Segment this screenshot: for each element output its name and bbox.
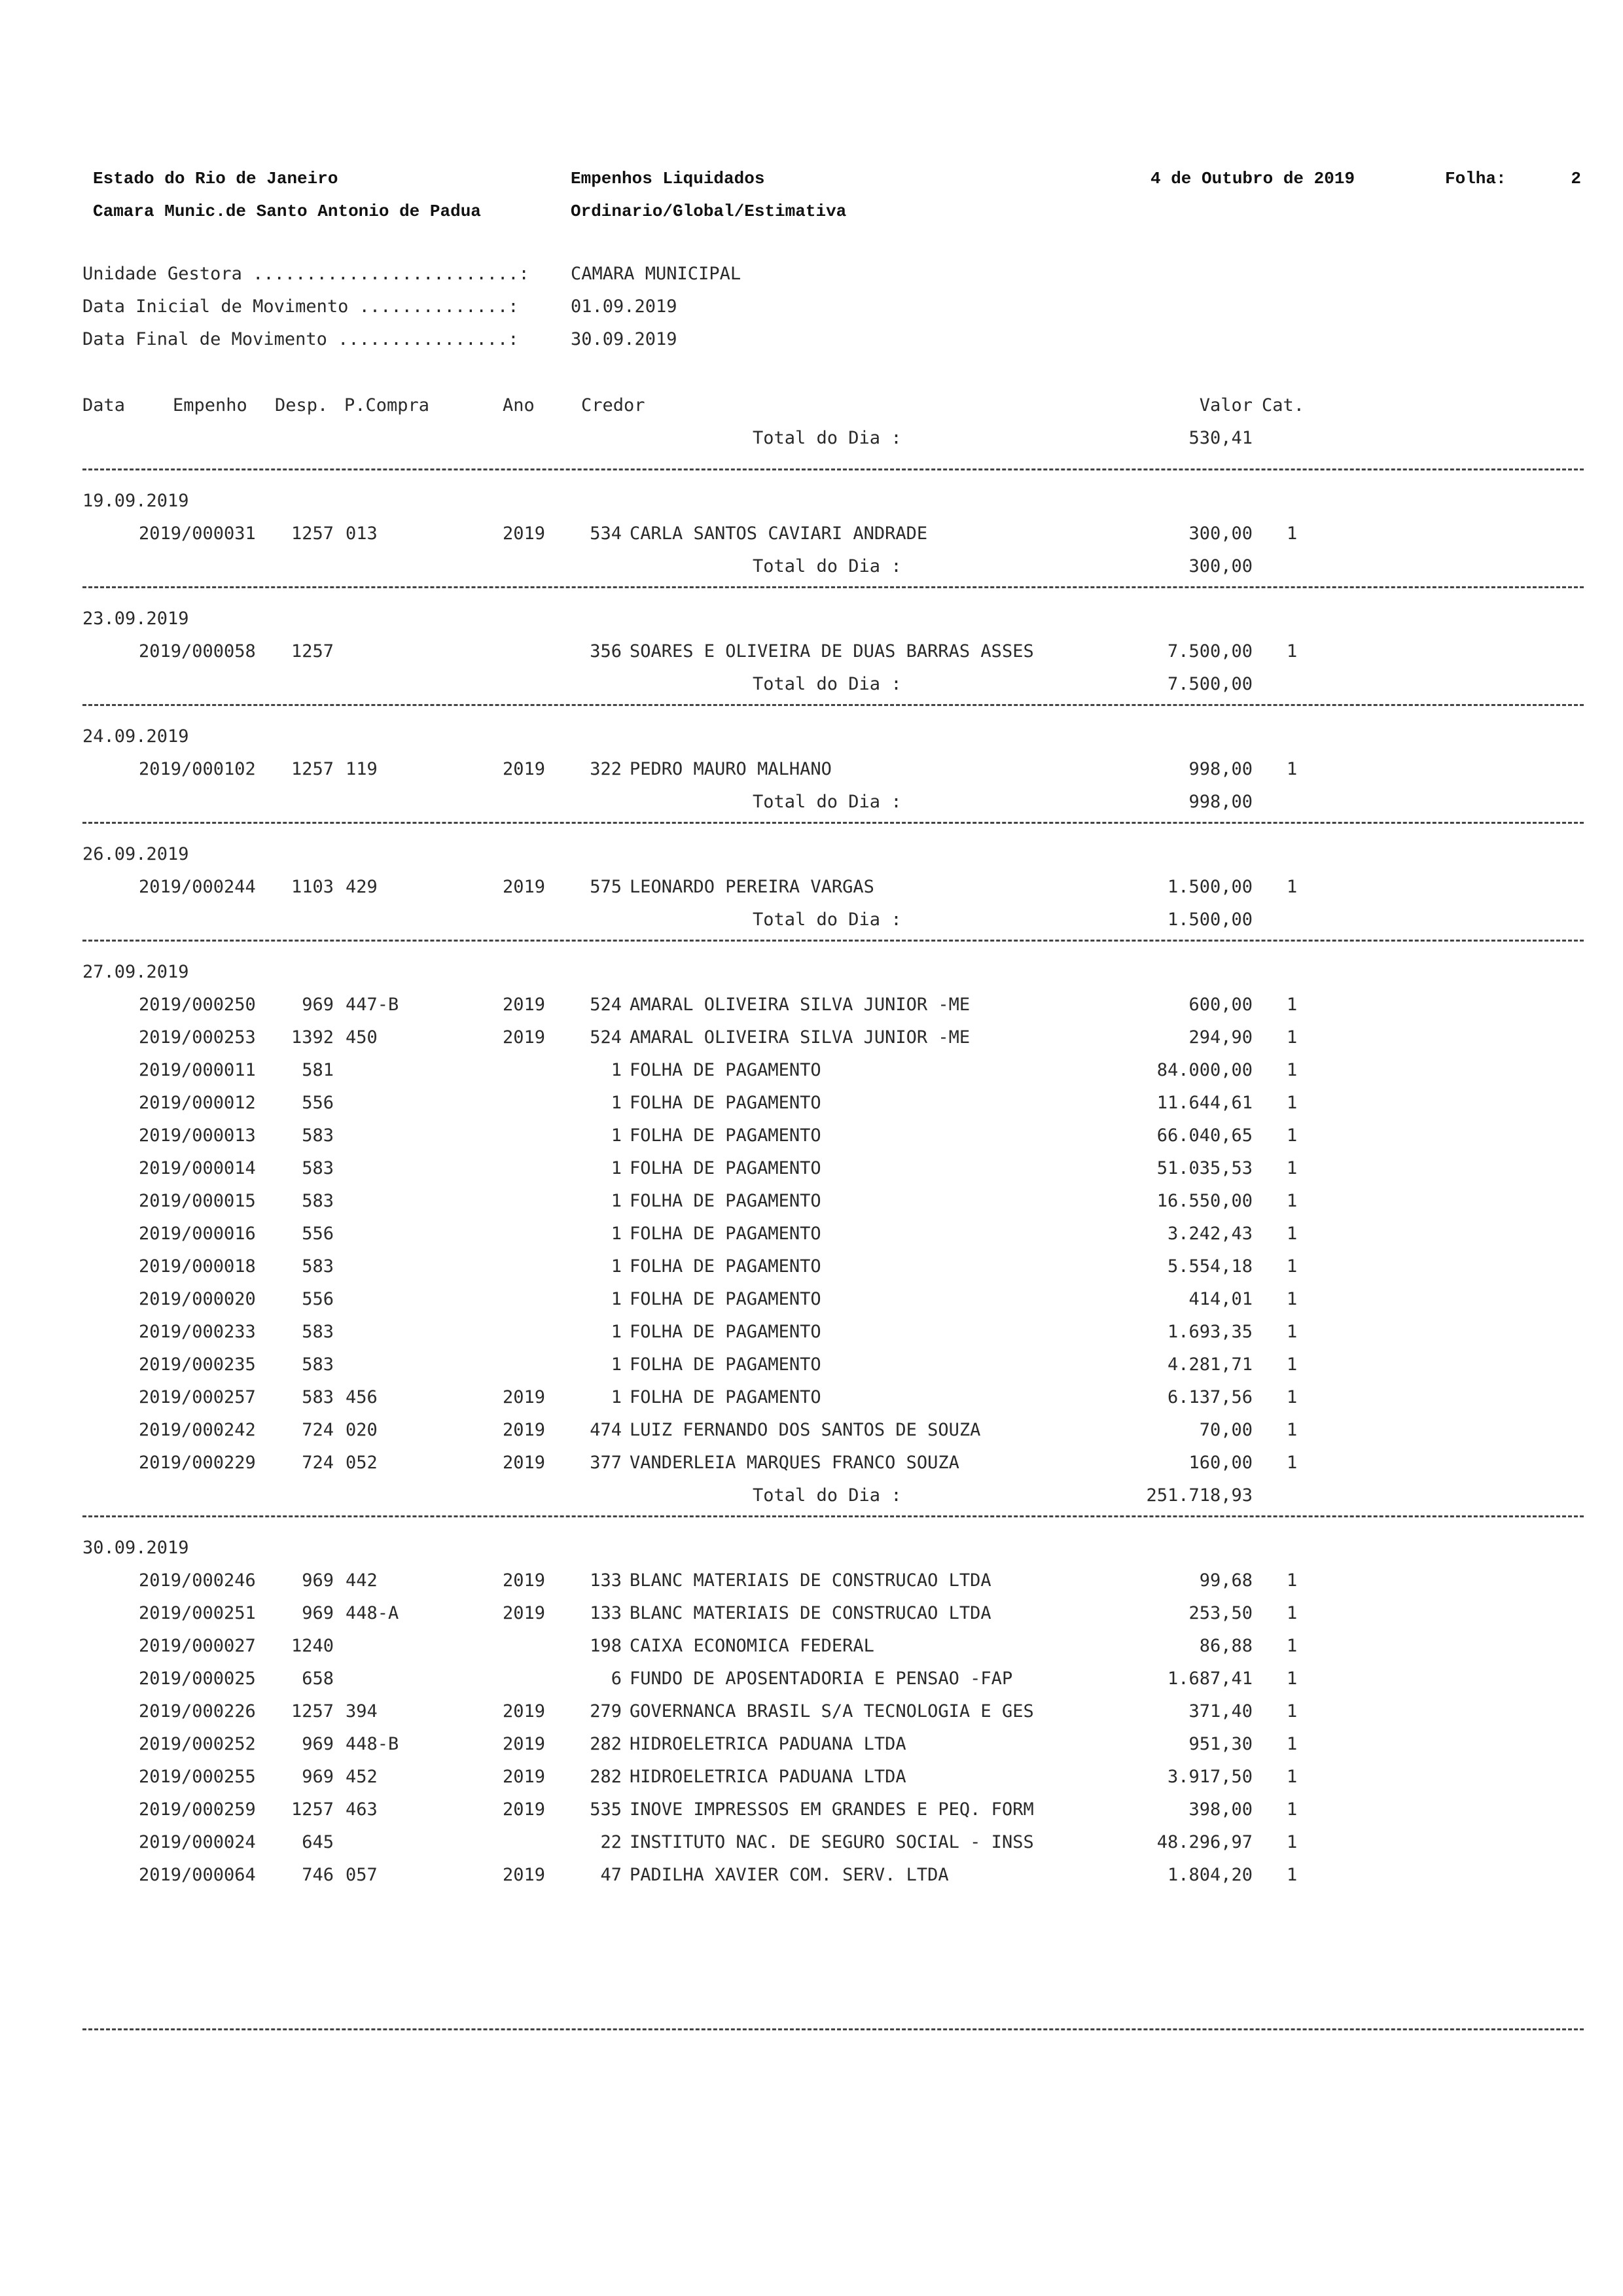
cat-value: 1 [1287,1354,1298,1375]
empenho-number: 2019/000058 [139,641,256,662]
table-row [0,1027,1623,1060]
desp-code: 1257 [291,523,334,544]
table-row [0,523,1623,556]
valor-amount: 66.040,65 [1156,1125,1253,1146]
param-label: Unidade Gestora .........................: [82,264,529,284]
credor-code: 377 [590,1453,622,1473]
day-date: 24.09.2019 [82,726,189,747]
desp-code: 1240 [291,1636,334,1656]
cat-value: 1 [1287,1799,1298,1820]
empenho-number: 2019/000024 [139,1832,256,1852]
table-row [0,1158,1623,1191]
desp-code: 583 [302,1322,334,1342]
credor-code: 1 [611,1060,622,1080]
carry-total-label: Total do Dia : [753,428,902,448]
ano-value: 2019 [503,995,546,1015]
pcompra-code: 456 [346,1387,378,1407]
ano-value: 2019 [503,1570,546,1591]
credor-code: 47 [600,1865,622,1885]
pcompra-code: 448-B [346,1734,399,1754]
desp-code: 969 [302,1570,334,1591]
credor-name: GOVERNANCA BRASIL S/A TECNOLOGIA E GES [630,1701,1034,1722]
ano-value: 2019 [503,1701,546,1722]
cat-value: 1 [1287,759,1298,779]
table-row [0,1636,1623,1669]
cat-value: 1 [1287,1158,1298,1178]
credor-code: 356 [590,641,622,662]
credor-name: AMARAL OLIVEIRA SILVA JUNIOR -ME [630,995,971,1015]
empenho-number: 2019/000233 [139,1322,256,1342]
ano-value: 2019 [503,1865,546,1885]
col-header-cat: Cat. [1262,395,1305,415]
valor-amount: 70,00 [1199,1420,1253,1440]
cat-value: 1 [1287,1224,1298,1244]
valor-amount: 300,00 [1188,523,1253,544]
empenho-number: 2019/000253 [139,1027,256,1048]
table-row [0,1125,1623,1158]
ano-value: 2019 [503,1027,546,1048]
credor-name: SOARES E OLIVEIRA DE DUAS BARRAS ASSES [630,641,1034,662]
pcompra-code: 119 [346,759,378,779]
desp-code: 583 [302,1191,334,1211]
day-total-label: Total do Dia : [753,910,902,930]
table-row [0,1387,1623,1420]
desp-code: 583 [302,1387,334,1407]
table-row [0,1093,1623,1125]
desp-code: 969 [302,1767,334,1787]
cat-value: 1 [1287,1453,1298,1473]
cat-value: 1 [1287,1289,1298,1309]
col-header-ano: Ano [503,395,535,415]
cat-value: 1 [1287,995,1298,1015]
table-row [0,1603,1623,1636]
table-row [0,995,1623,1027]
table-row [0,641,1623,674]
table-row [0,877,1623,910]
valor-amount: 600,00 [1188,995,1253,1015]
valor-amount: 371,40 [1188,1701,1253,1722]
day-total-label: Total do Dia : [753,674,902,694]
empenho-number: 2019/000031 [139,523,256,544]
credor-name: CARLA SANTOS CAVIARI ANDRADE [630,523,928,544]
pcompra-code: 450 [346,1027,378,1048]
state-name: Estado do Rio de Janeiro [93,169,338,188]
credor-name: PADILHA XAVIER COM. SERV. LTDA [630,1865,949,1885]
cat-value: 1 [1287,1767,1298,1787]
separator-line [82,586,1584,588]
credor-name: FOLHA DE PAGAMENTO [630,1191,821,1211]
pcompra-code: 013 [346,523,378,544]
page-label: Folha: [1445,169,1507,188]
desp-code: 746 [302,1865,334,1885]
pcompra-code: 463 [346,1799,378,1820]
desp-code: 1257 [291,1701,334,1722]
credor-name: CAIXA ECONOMICA FEDERAL [630,1636,874,1656]
table-row [0,1865,1623,1898]
desp-code: 969 [302,1603,334,1623]
valor-amount: 4.281,71 [1167,1354,1253,1375]
empenho-number: 2019/000250 [139,995,256,1015]
empenho-number: 2019/000252 [139,1734,256,1754]
ano-value: 2019 [503,1387,546,1407]
credor-code: 1 [611,1256,622,1277]
valor-amount: 160,00 [1188,1453,1253,1473]
desp-code: 556 [302,1289,334,1309]
cat-value: 1 [1287,523,1298,544]
cat-value: 1 [1287,1636,1298,1656]
desp-code: 969 [302,995,334,1015]
col-header-pcompra: P.Compra [344,395,430,415]
valor-amount: 398,00 [1188,1799,1253,1820]
day-date: 27.09.2019 [82,962,189,982]
ano-value: 2019 [503,1603,546,1623]
credor-code: 1 [611,1125,622,1146]
day-total-label: Total do Dia : [753,1485,902,1506]
empenho-number: 2019/000014 [139,1158,256,1178]
credor-code: 282 [590,1767,622,1787]
valor-amount: 7.500,00 [1167,641,1253,662]
param-value: 01.09.2019 [571,296,677,317]
table-row [0,1256,1623,1289]
ano-value: 2019 [503,523,546,544]
param-value: CAMARA MUNICIPAL [571,264,741,284]
credor-code: 279 [590,1701,622,1722]
empenho-number: 2019/000064 [139,1865,256,1885]
empenho-number: 2019/000235 [139,1354,256,1375]
pcompra-code: 447-B [346,995,399,1015]
cat-value: 1 [1287,1865,1298,1885]
empenho-number: 2019/000016 [139,1224,256,1244]
desp-code: 1257 [291,759,334,779]
desp-code: 969 [302,1734,334,1754]
cat-value: 1 [1287,1060,1298,1080]
desp-code: 556 [302,1093,334,1113]
cat-value: 1 [1287,1256,1298,1277]
empenho-number: 2019/000020 [139,1289,256,1309]
credor-name: LEONARDO PEREIRA VARGAS [630,877,874,897]
report-subtitle: Ordinario/Global/Estimativa [571,202,847,221]
report-title: Empenhos Liquidados [571,169,765,188]
desp-code: 724 [302,1453,334,1473]
credor-name: FOLHA DE PAGAMENTO [630,1224,821,1244]
separator-line [82,940,1584,942]
credor-code: 474 [590,1420,622,1440]
day-total-value: 7.500,00 [1167,674,1253,694]
cat-value: 1 [1287,1669,1298,1689]
valor-amount: 294,90 [1188,1027,1253,1048]
credor-code: 1 [611,1191,622,1211]
desp-code: 724 [302,1420,334,1440]
cat-value: 1 [1287,1191,1298,1211]
credor-name: FUNDO DE APOSENTADORIA E PENSAO -FAP [630,1669,1013,1689]
day-total-label: Total do Dia : [753,792,902,812]
desp-code: 1257 [291,641,334,662]
ano-value: 2019 [503,1734,546,1754]
table-row [0,1354,1623,1387]
credor-name: FOLHA DE PAGAMENTO [630,1093,821,1113]
valor-amount: 414,01 [1188,1289,1253,1309]
table-row [0,759,1623,792]
valor-amount: 1.687,41 [1167,1669,1253,1689]
credor-name: INOVE IMPRESSOS EM GRANDES E PEQ. FORM [630,1799,1034,1820]
separator-line [82,822,1584,824]
credor-name: FOLHA DE PAGAMENTO [630,1125,821,1146]
table-row [0,1191,1623,1224]
credor-code: 524 [590,1027,622,1048]
col-header-data: Data [82,395,126,415]
pcompra-code: 020 [346,1420,378,1440]
desp-code: 581 [302,1060,334,1080]
valor-amount: 1.500,00 [1167,877,1253,897]
param-label: Data Final de Movimento ................: [82,329,519,349]
credor-code: 133 [590,1603,622,1623]
credor-code: 1 [611,1158,622,1178]
credor-code: 198 [590,1636,622,1656]
empenho-number: 2019/000226 [139,1701,256,1722]
cat-value: 1 [1287,641,1298,662]
col-header-credor: Credor [581,395,645,415]
credor-name: FOLHA DE PAGAMENTO [630,1060,821,1080]
empenho-number: 2019/000229 [139,1453,256,1473]
pcompra-code: 448-A [346,1603,399,1623]
desp-code: 556 [302,1224,334,1244]
valor-amount: 998,00 [1188,759,1253,779]
ano-value: 2019 [503,759,546,779]
ano-value: 2019 [503,1453,546,1473]
credor-name: INSTITUTO NAC. DE SEGURO SOCIAL - INSS [630,1832,1034,1852]
empenho-number: 2019/000259 [139,1799,256,1820]
credor-code: 6 [611,1669,622,1689]
table-row [0,1799,1623,1832]
desp-code: 583 [302,1354,334,1375]
day-date: 19.09.2019 [82,491,189,511]
valor-amount: 48.296,97 [1156,1832,1253,1852]
valor-amount: 6.137,56 [1167,1387,1253,1407]
credor-name: VANDERLEIA MARQUES FRANCO SOUZA [630,1453,959,1473]
ano-value: 2019 [503,1767,546,1787]
empenho-number: 2019/000018 [139,1256,256,1277]
valor-amount: 5.554,18 [1167,1256,1253,1277]
empenho-number: 2019/000246 [139,1570,256,1591]
table-row [0,1224,1623,1256]
day-total-value: 1.500,00 [1167,910,1253,930]
param-value: 30.09.2019 [571,329,677,349]
col-header-valor: Valor [1199,395,1253,415]
day-total-value: 251.718,93 [1146,1485,1253,1506]
cat-value: 1 [1287,1093,1298,1113]
desp-code: 583 [302,1158,334,1178]
table-row [0,1289,1623,1322]
desp-code: 658 [302,1669,334,1689]
desp-code: 1392 [291,1027,334,1048]
table-row [0,1701,1623,1734]
ano-value: 2019 [503,1420,546,1440]
col-header-empenho: Empenho [173,395,247,415]
credor-name: LUIZ FERNANDO DOS SANTOS DE SOUZA [630,1420,981,1440]
credor-code: 133 [590,1570,622,1591]
pcompra-code: 394 [346,1701,378,1722]
valor-amount: 11.644,61 [1156,1093,1253,1113]
table-row [0,1060,1623,1093]
valor-amount: 3.917,50 [1167,1767,1253,1787]
empenho-number: 2019/000012 [139,1093,256,1113]
credor-name: HIDROELETRICA PADUANA LTDA [630,1767,906,1787]
table-row [0,1322,1623,1354]
cat-value: 1 [1287,877,1298,897]
credor-code: 1 [611,1387,622,1407]
table-row [0,1669,1623,1701]
cat-value: 1 [1287,1603,1298,1623]
day-total-value: 300,00 [1188,556,1253,576]
credor-name: FOLHA DE PAGAMENTO [630,1158,821,1178]
table-row [0,1734,1623,1767]
day-date: 30.09.2019 [82,1538,189,1558]
credor-code: 322 [590,759,622,779]
credor-name: BLANC MATERIAIS DE CONSTRUCAO LTDA [630,1603,991,1623]
day-date: 26.09.2019 [82,844,189,864]
table-row [0,1420,1623,1453]
empenho-number: 2019/000015 [139,1191,256,1211]
empenho-number: 2019/000255 [139,1767,256,1787]
table-row [0,1832,1623,1865]
page-number: 2 [1571,169,1581,188]
credor-code: 22 [600,1832,622,1852]
ano-value: 2019 [503,1799,546,1820]
cat-value: 1 [1287,1387,1298,1407]
empenho-number: 2019/000027 [139,1636,256,1656]
empenho-number: 2019/000013 [139,1125,256,1146]
valor-amount: 951,30 [1188,1734,1253,1754]
param-label: Data Inicial de Movimento ..............: [82,296,519,317]
credor-code: 524 [590,995,622,1015]
credor-code: 1 [611,1354,622,1375]
credor-code: 535 [590,1799,622,1820]
separator-line [82,1515,1584,1517]
valor-amount: 84.000,00 [1156,1060,1253,1080]
chamber-name: Camara Munic.de Santo Antonio de Padua [93,202,481,221]
credor-code: 1 [611,1224,622,1244]
credor-code: 534 [590,523,622,544]
table-row [0,1767,1623,1799]
cat-value: 1 [1287,1832,1298,1852]
desp-code: 1103 [291,877,334,897]
pcompra-code: 057 [346,1865,378,1885]
day-total-value: 998,00 [1188,792,1253,812]
credor-name: HIDROELETRICA PADUANA LTDA [630,1734,906,1754]
desp-code: 583 [302,1125,334,1146]
credor-name: FOLHA DE PAGAMENTO [630,1387,821,1407]
credor-name: FOLHA DE PAGAMENTO [630,1354,821,1375]
pcompra-code: 052 [346,1453,378,1473]
col-header-desp: Desp. [275,395,329,415]
valor-amount: 51.035,53 [1156,1158,1253,1178]
pcompra-code: 452 [346,1767,378,1787]
credor-name: FOLHA DE PAGAMENTO [630,1256,821,1277]
cat-value: 1 [1287,1570,1298,1591]
valor-amount: 99,68 [1199,1570,1253,1591]
credor-code: 1 [611,1289,622,1309]
empenho-number: 2019/000244 [139,877,256,897]
credor-code: 1 [611,1093,622,1113]
ano-value: 2019 [503,877,546,897]
table-row [0,1453,1623,1485]
day-total-label: Total do Dia : [753,556,902,576]
credor-code: 575 [590,877,622,897]
valor-amount: 253,50 [1188,1603,1253,1623]
separator-line [82,2028,1584,2030]
credor-name: AMARAL OLIVEIRA SILVA JUNIOR -ME [630,1027,971,1048]
valor-amount: 1.693,35 [1167,1322,1253,1342]
credor-name: PEDRO MAURO MALHANO [630,759,832,779]
cat-value: 1 [1287,1322,1298,1342]
empenho-number: 2019/000257 [139,1387,256,1407]
empenho-number: 2019/000025 [139,1669,256,1689]
credor-name: FOLHA DE PAGAMENTO [630,1322,821,1342]
credor-code: 282 [590,1734,622,1754]
desp-code: 1257 [291,1799,334,1820]
empenho-number: 2019/000242 [139,1420,256,1440]
cat-value: 1 [1287,1734,1298,1754]
empenho-number: 2019/000102 [139,759,256,779]
cat-value: 1 [1287,1027,1298,1048]
pcompra-code: 442 [346,1570,378,1591]
separator-line [82,468,1584,470]
desp-code: 583 [302,1256,334,1277]
credor-code: 1 [611,1322,622,1342]
cat-value: 1 [1287,1420,1298,1440]
cat-value: 1 [1287,1701,1298,1722]
day-date: 23.09.2019 [82,609,189,629]
credor-name: FOLHA DE PAGAMENTO [630,1289,821,1309]
cat-value: 1 [1287,1125,1298,1146]
empenho-number: 2019/000011 [139,1060,256,1080]
separator-line [82,704,1584,706]
desp-code: 645 [302,1832,334,1852]
pcompra-code: 429 [346,877,378,897]
valor-amount: 3.242,43 [1167,1224,1253,1244]
valor-amount: 1.804,20 [1167,1865,1253,1885]
table-row [0,1570,1623,1603]
empenho-number: 2019/000251 [139,1603,256,1623]
report-date: 4 de Outubro de 2019 [1150,169,1355,188]
carry-total-value: 530,41 [1188,428,1253,448]
credor-name: BLANC MATERIAIS DE CONSTRUCAO LTDA [630,1570,991,1591]
valor-amount: 16.550,00 [1156,1191,1253,1211]
valor-amount: 86,88 [1199,1636,1253,1656]
